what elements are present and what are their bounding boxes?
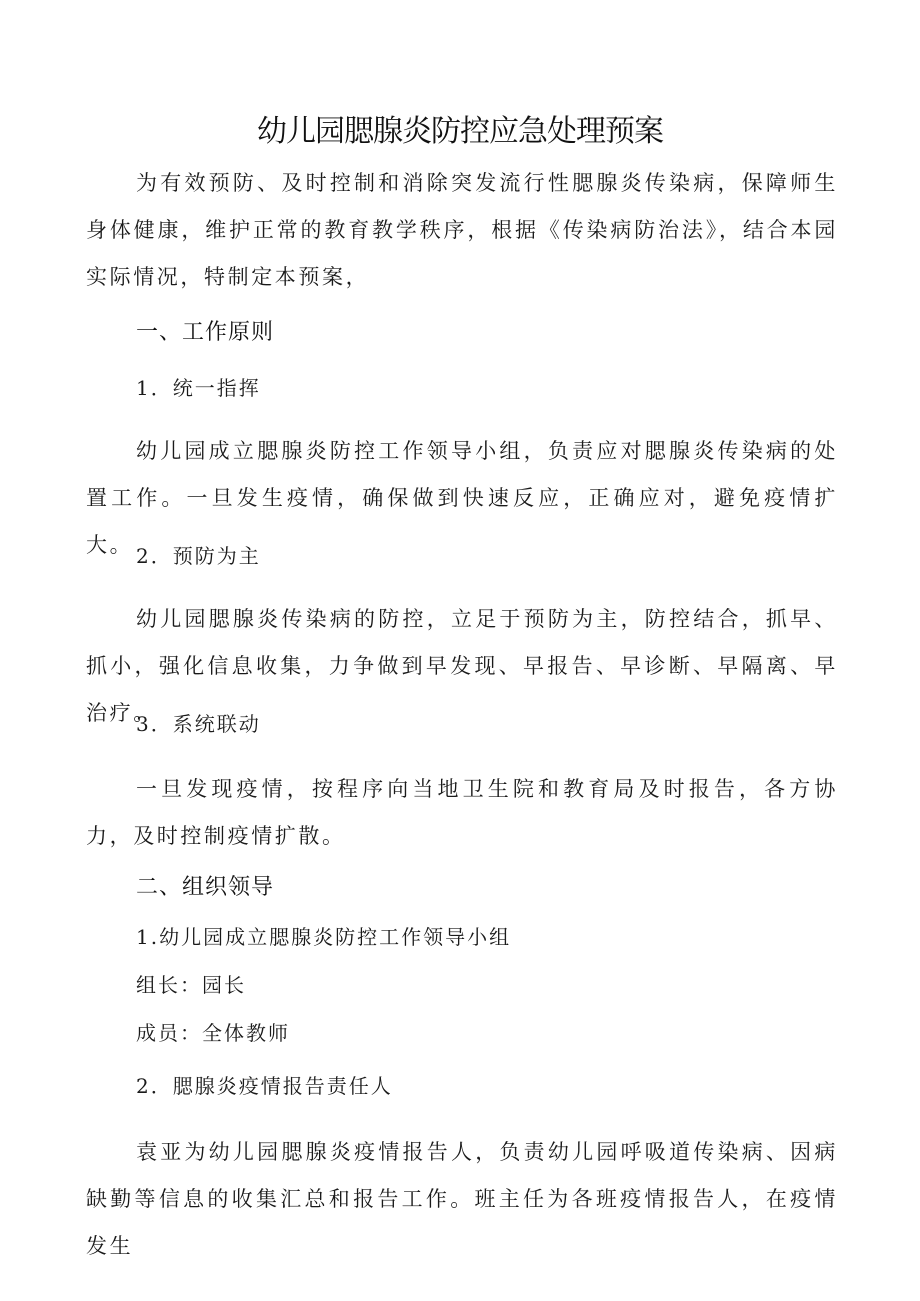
intro-paragraph: 为有效预防、及时控制和消除突发流行性腮腺炎传染病，保障师生身体健康，维护正常的教育教学秩序，根据《传染病防治法》，结合本园实际情况，特制定本预案， — [86, 171, 838, 289]
org-2-text: 袁亚为幼儿园腮腺炎疫情报告人，负责幼儿园呼吸道传染病、因病缺勤等信息的收集汇总和报告工作。班主任为各班疫情报告人，在疫情发生 — [86, 1140, 838, 1258]
section-heading-principles: 一、工作原则 — [136, 320, 275, 345]
org-leader: 组长：园长 — [136, 973, 246, 997]
principle-2-text: 幼儿园腮腺炎传染病的防控，立足于预防为主，防控结合，抓早、抓小，强化信息收集，力争做到早发现、早报告、早诊断、早隔离、早治疗。 — [86, 607, 838, 725]
principle-1-title: 1．统一指挥 — [136, 376, 261, 400]
principle-3-title: 3．系统联动 — [136, 712, 261, 736]
principle-1-text: 幼儿园成立腮腺炎防控工作领导小组，负责应对腮腺炎传染病的处置工作。一旦发生疫情，确保做到快速反应，正确应对，避免疫情扩大。 — [86, 439, 838, 557]
section-heading-organization: 二、组织领导 — [136, 875, 275, 900]
principle-3-text: 一旦发现疫情，按程序向当地卫生院和教育局及时报告，各方协力，及时控制疫情扩散。 — [86, 777, 838, 848]
org-2-title: 2．腮腺炎疫情报告责任人 — [136, 1074, 393, 1098]
document-title: 幼儿园腮腺炎防控应急处理预案 — [257, 114, 663, 149]
org-1-title: 1.幼儿园成立腮腺炎防控工作领导小组 — [136, 925, 512, 949]
org-members: 成员：全体教师 — [136, 1021, 290, 1045]
principle-2-title: 2．预防为主 — [136, 544, 261, 568]
